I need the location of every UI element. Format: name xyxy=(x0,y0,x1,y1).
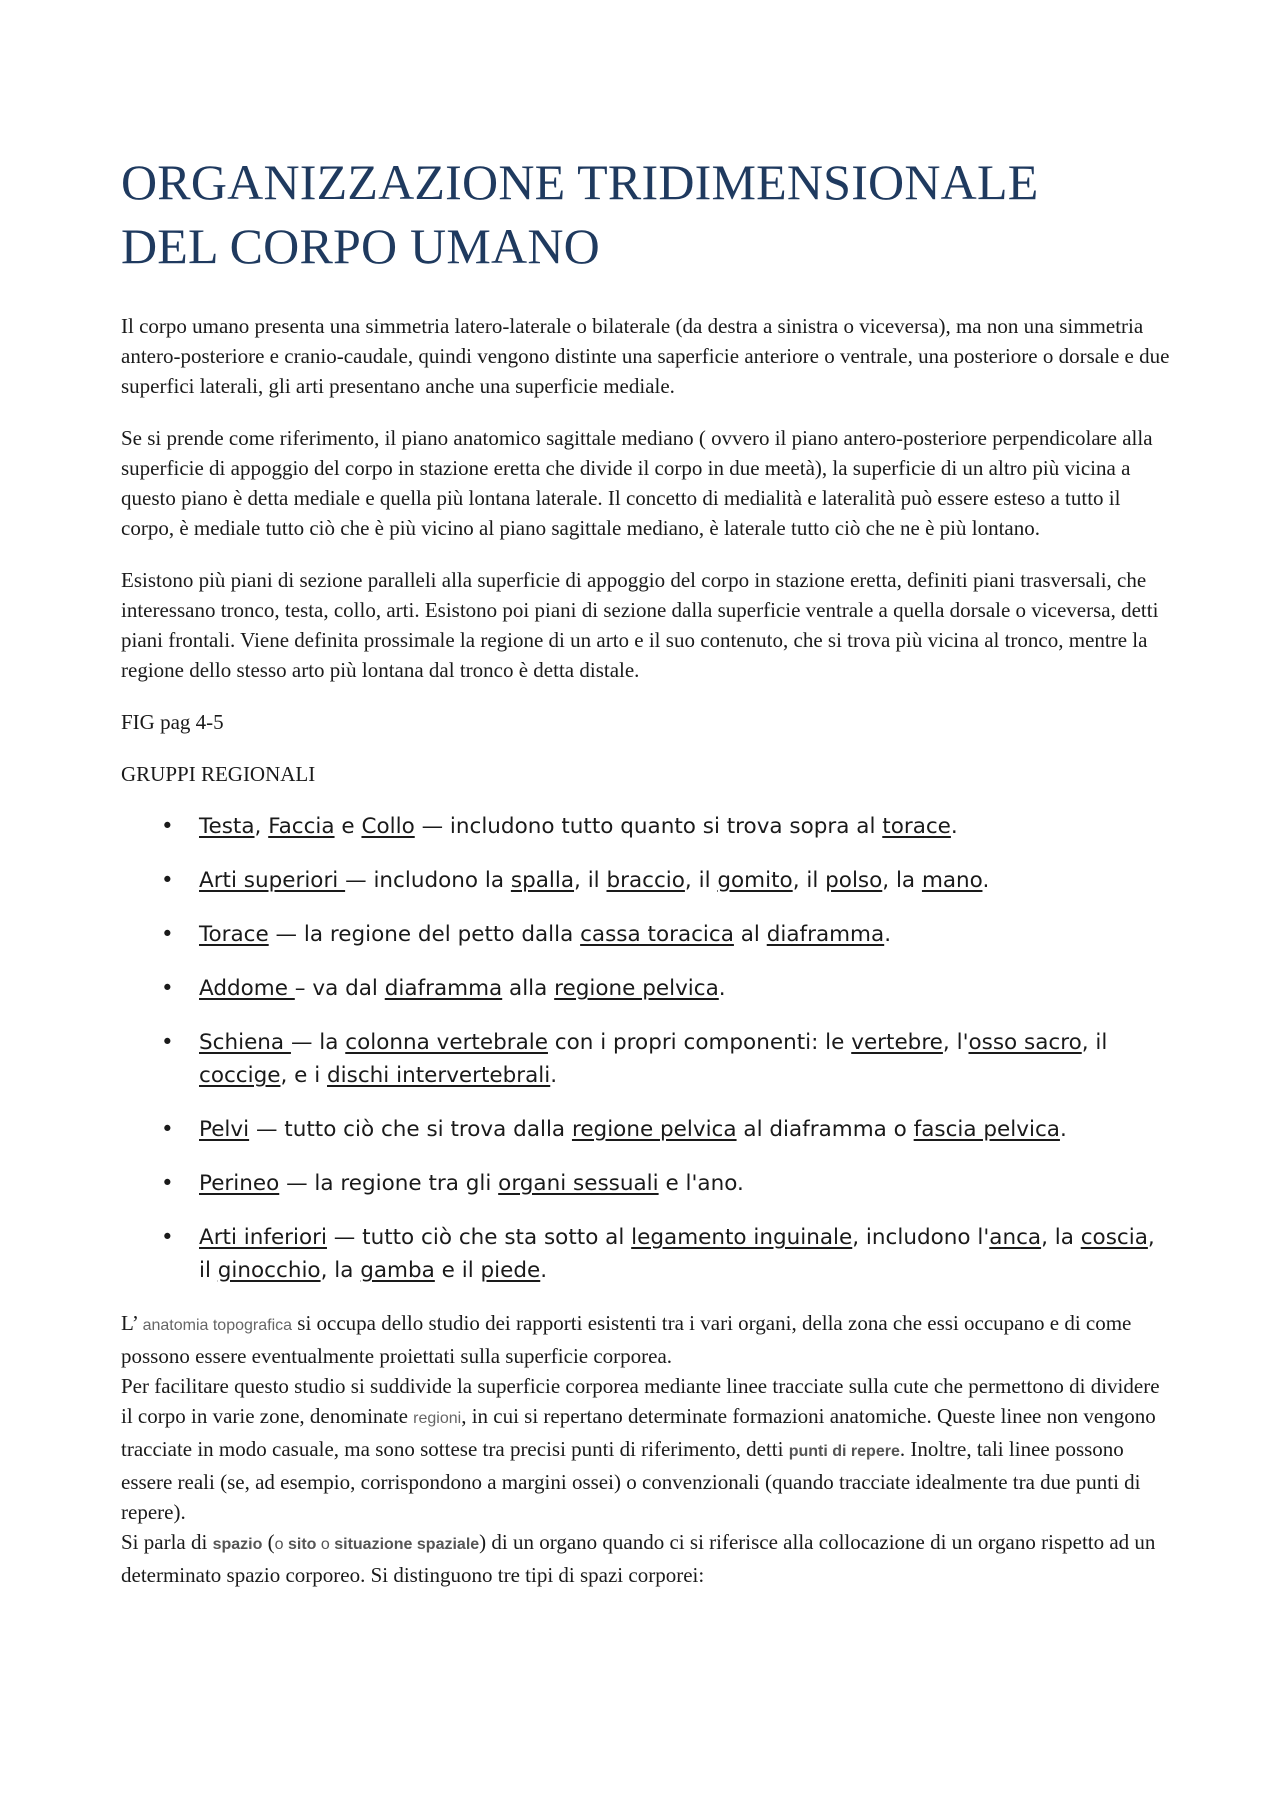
term-link[interactable]: gomito xyxy=(717,868,793,893)
term-link[interactable]: coscia xyxy=(1080,1225,1148,1250)
term-link[interactable]: Schiena xyxy=(199,1030,291,1055)
highlighted-term: punti di repere xyxy=(788,1443,900,1460)
paragraph-topographic-anatomy xyxy=(121,1308,1173,1590)
paragraph-sagittal-plane: Se si prende come riferimento, il piano anatomico sagittale mediano ( ovvero il piano antero-posteriore perpendicolare alla superficie di appoggio del corpo in stazione eretta che divide il corpo in due meetà), la superficie di un altro più vicina a questo piano è detta mediale e quella più lontana laterale. Il concetto di medialità e lateralità può essere esteso a tutto il corpo, è mediale tutto ciò che è più vicino al piano sagittale mediano, è laterale tutto ciò che ne è più lontano. xyxy=(121,426,1153,540)
highlighted-term: sito xyxy=(287,1536,317,1553)
term-link[interactable]: Torace xyxy=(199,922,269,947)
term-link[interactable]: gamba xyxy=(360,1258,435,1283)
page-title xyxy=(121,150,1173,278)
list-item xyxy=(121,972,1173,1005)
list-item-text: e l'ano. xyxy=(658,1171,744,1196)
list-item-text: — la regione del petto dalla xyxy=(268,922,581,947)
term-link[interactable]: legamento inguinale xyxy=(631,1225,853,1250)
term-link[interactable]: braccio xyxy=(606,868,685,893)
term-link[interactable]: Testa xyxy=(199,814,255,839)
list-item-text: e il xyxy=(434,1258,481,1283)
list-item-text: — la xyxy=(290,1030,346,1055)
term-link[interactable]: coccige xyxy=(199,1063,281,1088)
list-item-text: , il xyxy=(684,868,718,893)
term-link[interactable]: organi sessuali xyxy=(498,1171,659,1196)
list-item-text: — tutto ciò che sta sotto al xyxy=(326,1225,632,1250)
list-item xyxy=(121,1221,1173,1287)
list-item-text: al xyxy=(733,922,767,947)
list-item xyxy=(121,1113,1173,1146)
term-link[interactable]: Arti superiori xyxy=(199,868,346,893)
term-link[interactable]: regione pelvica xyxy=(554,976,719,1001)
term-link[interactable]: polso xyxy=(825,868,883,893)
list-item-text: – va dal xyxy=(294,976,385,1001)
list-item-text: , il xyxy=(792,868,826,893)
term-link[interactable]: diaframma xyxy=(766,922,885,947)
list-item-text: alla xyxy=(502,976,555,1001)
list-item-text: , la xyxy=(320,1258,361,1283)
list-item xyxy=(121,918,1173,951)
list-item-text: . xyxy=(950,814,958,839)
term-link[interactable]: anca xyxy=(989,1225,1042,1250)
list-item-text: , la xyxy=(1041,1225,1081,1250)
term-link[interactable]: diaframma xyxy=(384,976,503,1001)
term-link[interactable]: regione pelvica xyxy=(571,1117,737,1142)
term-link[interactable]: colonna vertebrale xyxy=(345,1030,548,1055)
list-item-text: con i propri componenti: le xyxy=(547,1030,852,1055)
term-link[interactable]: Pelvi xyxy=(199,1117,250,1142)
paragraph-text: . Inoltre, tali linee possono essere reali (se, ad esempio, corrispondono a margini ossei) o convenzionali (quando tracciate idealmente tra due punti di repere). xyxy=(121,1437,1141,1524)
term-link[interactable]: torace xyxy=(882,814,951,839)
title-line: DEL CORPO UMANO xyxy=(121,218,600,274)
term-link[interactable]: mano xyxy=(921,868,983,893)
highlighted-term: spazio xyxy=(212,1536,263,1553)
section-heading: GRUPPI REGIONALI xyxy=(121,762,316,786)
term-link[interactable]: cassa toracica xyxy=(580,922,734,947)
list-item-text: , includono l' xyxy=(852,1225,990,1250)
figure-reference: FIG pag 4-5 xyxy=(121,710,224,734)
list-item-text: — includono la xyxy=(345,868,511,893)
term-link[interactable]: Arti inferiori xyxy=(199,1225,327,1250)
highlighted-term: anatomia topografica xyxy=(142,1317,293,1334)
list-item-text: . xyxy=(550,1063,558,1088)
list-item-text: , il xyxy=(1081,1030,1108,1055)
term-link[interactable]: piede xyxy=(480,1258,541,1283)
paragraph-text: Si parla di xyxy=(121,1530,213,1554)
term-link[interactable]: fascia pelvica xyxy=(913,1117,1060,1142)
paragraph-text: Per facilitare questo studio si suddivide la superficie corporea mediante linee tracciate sulla cute che permettono di dividere il corpo in varie zone, denominate xyxy=(121,1374,1160,1428)
regional-groups-list xyxy=(121,810,1173,1287)
paragraph-symmetry: Il corpo umano presenta una simmetria latero-laterale o bilaterale (da destra a sinistra o viceversa), ma non una simmetria antero-posteriore e cranio-caudale, quindi vengono distinte una saperficie anteriore o ventrale, una posteriore o dorsale e due superfici laterali, gli arti presentano anche una superficie mediale. xyxy=(121,314,1170,398)
list-item-text: — la regione tra gli xyxy=(279,1171,499,1196)
list-item xyxy=(121,810,1173,843)
highlighted-term: regioni xyxy=(413,1410,462,1427)
term-link[interactable]: vertebre xyxy=(851,1030,943,1055)
highlighted-term: o xyxy=(316,1536,335,1553)
list-item-text: al diaframma o xyxy=(736,1117,914,1142)
list-item xyxy=(121,1026,1173,1092)
list-item-text: , l' xyxy=(942,1030,969,1055)
term-link[interactable]: osso sacro xyxy=(968,1030,1082,1055)
list-item-text: e xyxy=(334,814,362,839)
list-item-text: , il xyxy=(199,1225,1155,1283)
list-item-text: — tutto ciò che si trova dalla xyxy=(249,1117,572,1142)
list-item xyxy=(121,864,1173,897)
term-link[interactable]: Faccia xyxy=(268,814,335,839)
list-item-text: . xyxy=(540,1258,548,1283)
term-link[interactable]: spalla xyxy=(510,868,575,893)
document-body xyxy=(121,150,1173,1611)
list-item-text: , la xyxy=(882,868,922,893)
paragraph-text: L’ xyxy=(121,1311,143,1335)
term-link[interactable]: Addome xyxy=(199,976,295,1001)
list-item-text: , il xyxy=(574,868,607,893)
list-item-text: — includono tutto quanto si trova sopra al xyxy=(414,814,883,839)
term-link[interactable]: Collo xyxy=(361,814,415,839)
paragraph-text: ( xyxy=(262,1530,275,1554)
term-link[interactable]: ginocchio xyxy=(217,1258,321,1283)
highlighted-term: o xyxy=(274,1536,288,1553)
list-item-text: , xyxy=(254,814,269,839)
list-item-text: , e i xyxy=(280,1063,328,1088)
list-item-text: . xyxy=(884,922,892,947)
list-item-text: . xyxy=(1059,1117,1067,1142)
paragraph-section-planes: Esistono più piani di sezione paralleli alla superficie di appoggio del corpo in stazione eretta, definiti piani trasversali, che interessano tronco, testa, collo, arti. Esistono poi piani di sezione dalla superficie ventrale a quella dorsale o viceversa, detti piani frontali. Viene definita prossimale la regione di un arto e il suo contenuto, che si trova più vicina al tronco, mentre la regione dello stesso arto più lontana dal tronco è detta distale. xyxy=(121,568,1159,682)
title-line: ORGANIZZAZIONE TRIDIMENSIONALE xyxy=(121,154,1039,210)
list-item xyxy=(121,1167,1173,1200)
list-item-text: . xyxy=(718,976,726,1001)
paragraph-text: ) di un organo quando ci si riferisce alla collocazione di un organo rispetto ad un determinato spazio corporeo. Si distinguono tre tipi di spazi corporei: xyxy=(121,1530,1156,1587)
term-link[interactable]: dischi intervertebrali xyxy=(327,1063,551,1088)
list-item-text: . xyxy=(982,868,990,893)
paragraph-text: si occupa dello studio dei rapporti esistenti tra i vari organi, della zona che essi occupano e di come possono essere eventualmente proiettati sulla superficie corporea. xyxy=(121,1311,1132,1368)
highlighted-term: situazione spaziale xyxy=(334,1536,480,1553)
term-link[interactable]: Perineo xyxy=(199,1171,280,1196)
paragraph-text: , in cui si repertano determinate formazioni anatomiche. Queste linee non vengono tracciate in modo casuale, ma sono sottese tra precisi punti di riferimento, detti xyxy=(121,1404,1156,1461)
